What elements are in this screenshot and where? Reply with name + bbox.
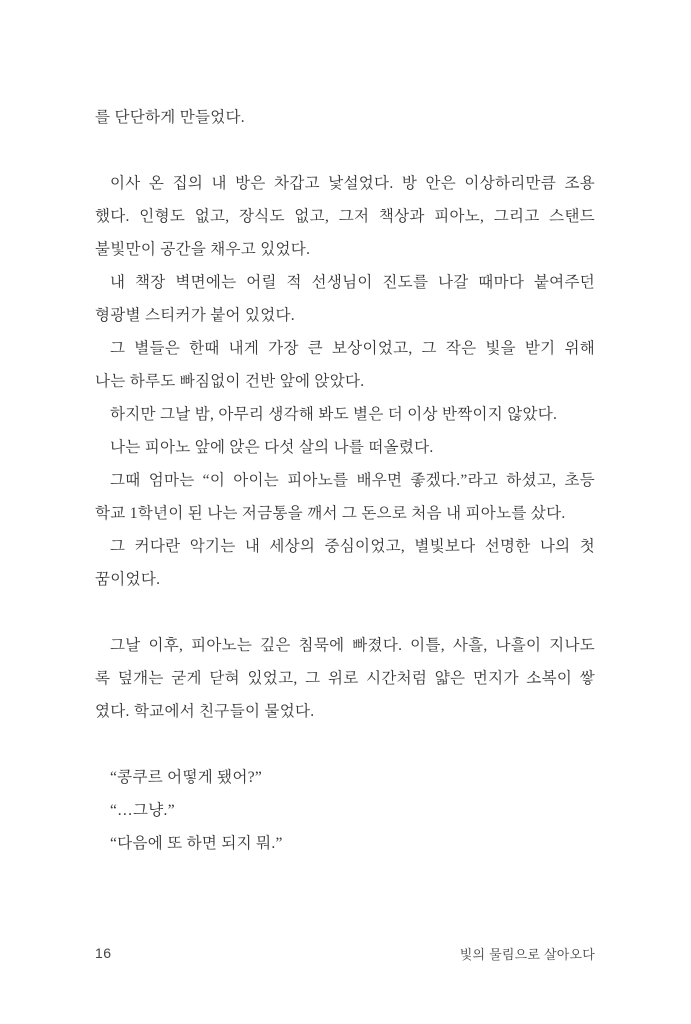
- text-line: 였다. 학교에서 친구들이 물었다.: [95, 703, 315, 720]
- text-line: 내 책장 벽면에는 어릴 적 선생님이 진도를 나갈 때마다 붙여주던: [110, 274, 595, 291]
- paragraph-gap: [95, 728, 595, 761]
- text-line: 록 덮개는 굳게 닫혀 있었고, 그 위로 시간처럼 얇은 먼지가 소복이 쌓: [95, 670, 595, 687]
- text-line: “콩쿠르 어떻게 됐어?”: [110, 769, 263, 786]
- text-line: 그 커다란 악기는 내 세상의 중심이었고, 별빛보다 선명한 나의 첫: [110, 538, 595, 555]
- text-line: 이사 온 집의 내 방은 차갑고 낯설었다. 방 안은 이상하리만큼 조용: [110, 175, 595, 192]
- text-line: 형광별 스티커가 붙어 있었다.: [95, 307, 295, 324]
- paragraph-gap: [95, 134, 595, 167]
- running-title: 빛의 물림으로 살아오다: [459, 946, 595, 962]
- text-line: 그날 이후, 피아노는 깊은 침묵에 빠졌다. 이틀, 사흘, 나흘이 지나도: [110, 637, 595, 654]
- page-footer: [95, 940, 595, 966]
- page-number: 16: [95, 945, 112, 961]
- text-line: “…그냥.”: [110, 802, 175, 819]
- text-line: 학교 1학년이 된 나는 저금통을 깨서 그 돈으로 처음 내 피아노를 샀다.: [95, 505, 566, 522]
- text-line: 했다. 인형도 없고, 장식도 없고, 그저 책상과 피아노, 그리고 스탠드: [95, 208, 595, 225]
- body-text: [95, 101, 595, 860]
- text-line: 그때 엄마는 “이 아이는 피아노를 배우면 좋겠다.”라고 하셨고, 초등: [110, 472, 595, 489]
- text-line: 를 단단하게 만들었다.: [95, 109, 245, 126]
- paragraph-gap: [95, 596, 595, 629]
- text-line: 나는 피아노 앞에 앉은 다섯 살의 나를 떠올렸다.: [110, 439, 434, 456]
- text-line: 불빛만이 공간을 채우고 있었다.: [95, 241, 311, 258]
- text-line: 나는 하루도 빠짐없이 건반 앞에 앉았다.: [95, 373, 365, 390]
- text-line: 꿈이었다.: [95, 571, 161, 588]
- text-line: 하지만 그날 밤, 아무리 생각해 봐도 별은 더 이상 반짝이지 않았다.: [110, 406, 558, 423]
- text-line: 그 별들은 한때 내게 가장 큰 보상이었고, 그 작은 빛을 받기 위해: [110, 340, 595, 357]
- text-line: “다음에 또 하면 되지 뭐.”: [110, 835, 283, 852]
